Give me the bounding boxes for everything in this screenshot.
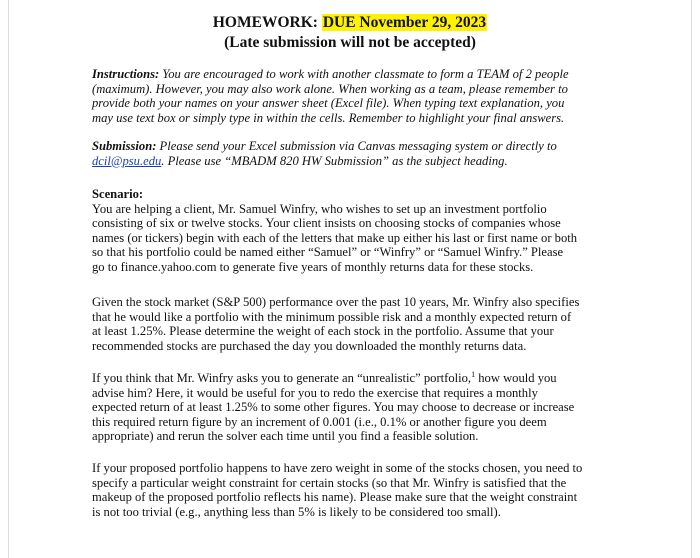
scenario-line: this required return figure by an increment of 0.001 (i.e., 0.1% or another figure you deem [92, 414, 547, 429]
scenario-line: If you think that Mr. Winfry asks you to generate an “unrealistic” portfolio, [92, 371, 472, 385]
homework-title [0, 13, 700, 32]
scenario-line: that he would like a portfolio with the minimum possible risk and a monthly expected return of [92, 309, 572, 324]
page-edge-right [691, 0, 692, 558]
scenario-line: names (or tickers) begin with each of the letters that make up either his last or first name or both [92, 230, 578, 245]
instructions-line: (maximum). However, you may also work alone. When working as a team, please remember to [92, 81, 568, 96]
late-submission-note: (Late submission will not be accepted) [224, 34, 476, 51]
instructions-line: provide both your names on your answer sheet (Excel file). When typing text explanation, you [92, 96, 565, 111]
submission-line: . Please use “MBADM 820 HW Submission” as the subject heading. [161, 153, 508, 168]
instructions-label: Instructions: [92, 67, 160, 81]
scenario-line: If your proposed portfolio happens to have zero weight in some of the stocks chosen, you need to [92, 461, 583, 475]
submission-label: Submission: [92, 139, 157, 153]
scenario-line: go to finance.yahoo.com to generate five years of monthly returns data for these stocks. [92, 259, 534, 274]
scenario-line: Given the stock market (S&P 500) performance over the past 10 years, Mr. Winfry also specifies [92, 295, 580, 309]
footnote-marker: 1 [471, 369, 476, 379]
instructions-paragraph [92, 67, 614, 125]
title-block [0, 13, 700, 52]
scenario-paragraph-1 [92, 187, 614, 275]
scenario-line: You are helping a client, Mr. Samuel Winfry, who wishes to set up an investment portfolio [92, 201, 547, 216]
scenario-line: makeup of the proposed portfolio reflects his name). Please make sure that the weight constraint [92, 490, 578, 505]
due-date-highlight: DUE November 29, 2023 [322, 14, 487, 31]
scenario-paragraph-2 [92, 295, 614, 353]
scenario-line: specify a particular weight constraint for certain stocks (so that Mr. Winfry is satisfied that the [92, 475, 567, 490]
page-edge-left [8, 0, 9, 558]
scenario-heading: Scenario: [92, 187, 144, 201]
instructions-line: You are encouraged to work with another classmate to form a TEAM of 2 people [159, 67, 569, 81]
scenario-line: so that his portfolio could be named either “Samuel” or “Winfry” or “Samuel Winfry.” Please [92, 245, 564, 260]
submission-line: Please send your Excel submission via Canvas messaging system or directly to [156, 139, 557, 153]
scenario-line: at least 1.25%. Please determine the weight of each stock in the portfolio. Assume that your [92, 324, 554, 339]
scenario-line: advise him? Here, it would be useful for you to redo the exercise that requires a monthly [92, 385, 538, 400]
scenario-paragraph-3 [92, 371, 614, 444]
scenario-line: is not too trivial (e.g., anything less than 5% is likely to be considered too small). [92, 504, 501, 519]
submission-paragraph [92, 139, 614, 168]
scenario-line: consisting of six or twelve stocks. Your client insists on choosing stocks of companies whose [92, 216, 561, 231]
homework-label: HOMEWORK: [212, 14, 318, 31]
scenario-line: appropriate) and rerun the solver each time until you find a feasible solution. [92, 429, 479, 444]
scenario-line: how would you [475, 371, 557, 385]
scenario-line: expected return of at least 1.25% to some other figures. You may choose to decrease or increase [92, 400, 575, 415]
email-link[interactable]: dcil@psu.edu [92, 153, 162, 168]
instructions-line: may use text box or simply type in within the cells. Remember to highlight your final answers. [92, 110, 565, 125]
scenario-line: recommended stocks are purchased the day you downloaded the monthly returns data. [92, 338, 527, 353]
scenario-paragraph-4 [92, 461, 614, 519]
